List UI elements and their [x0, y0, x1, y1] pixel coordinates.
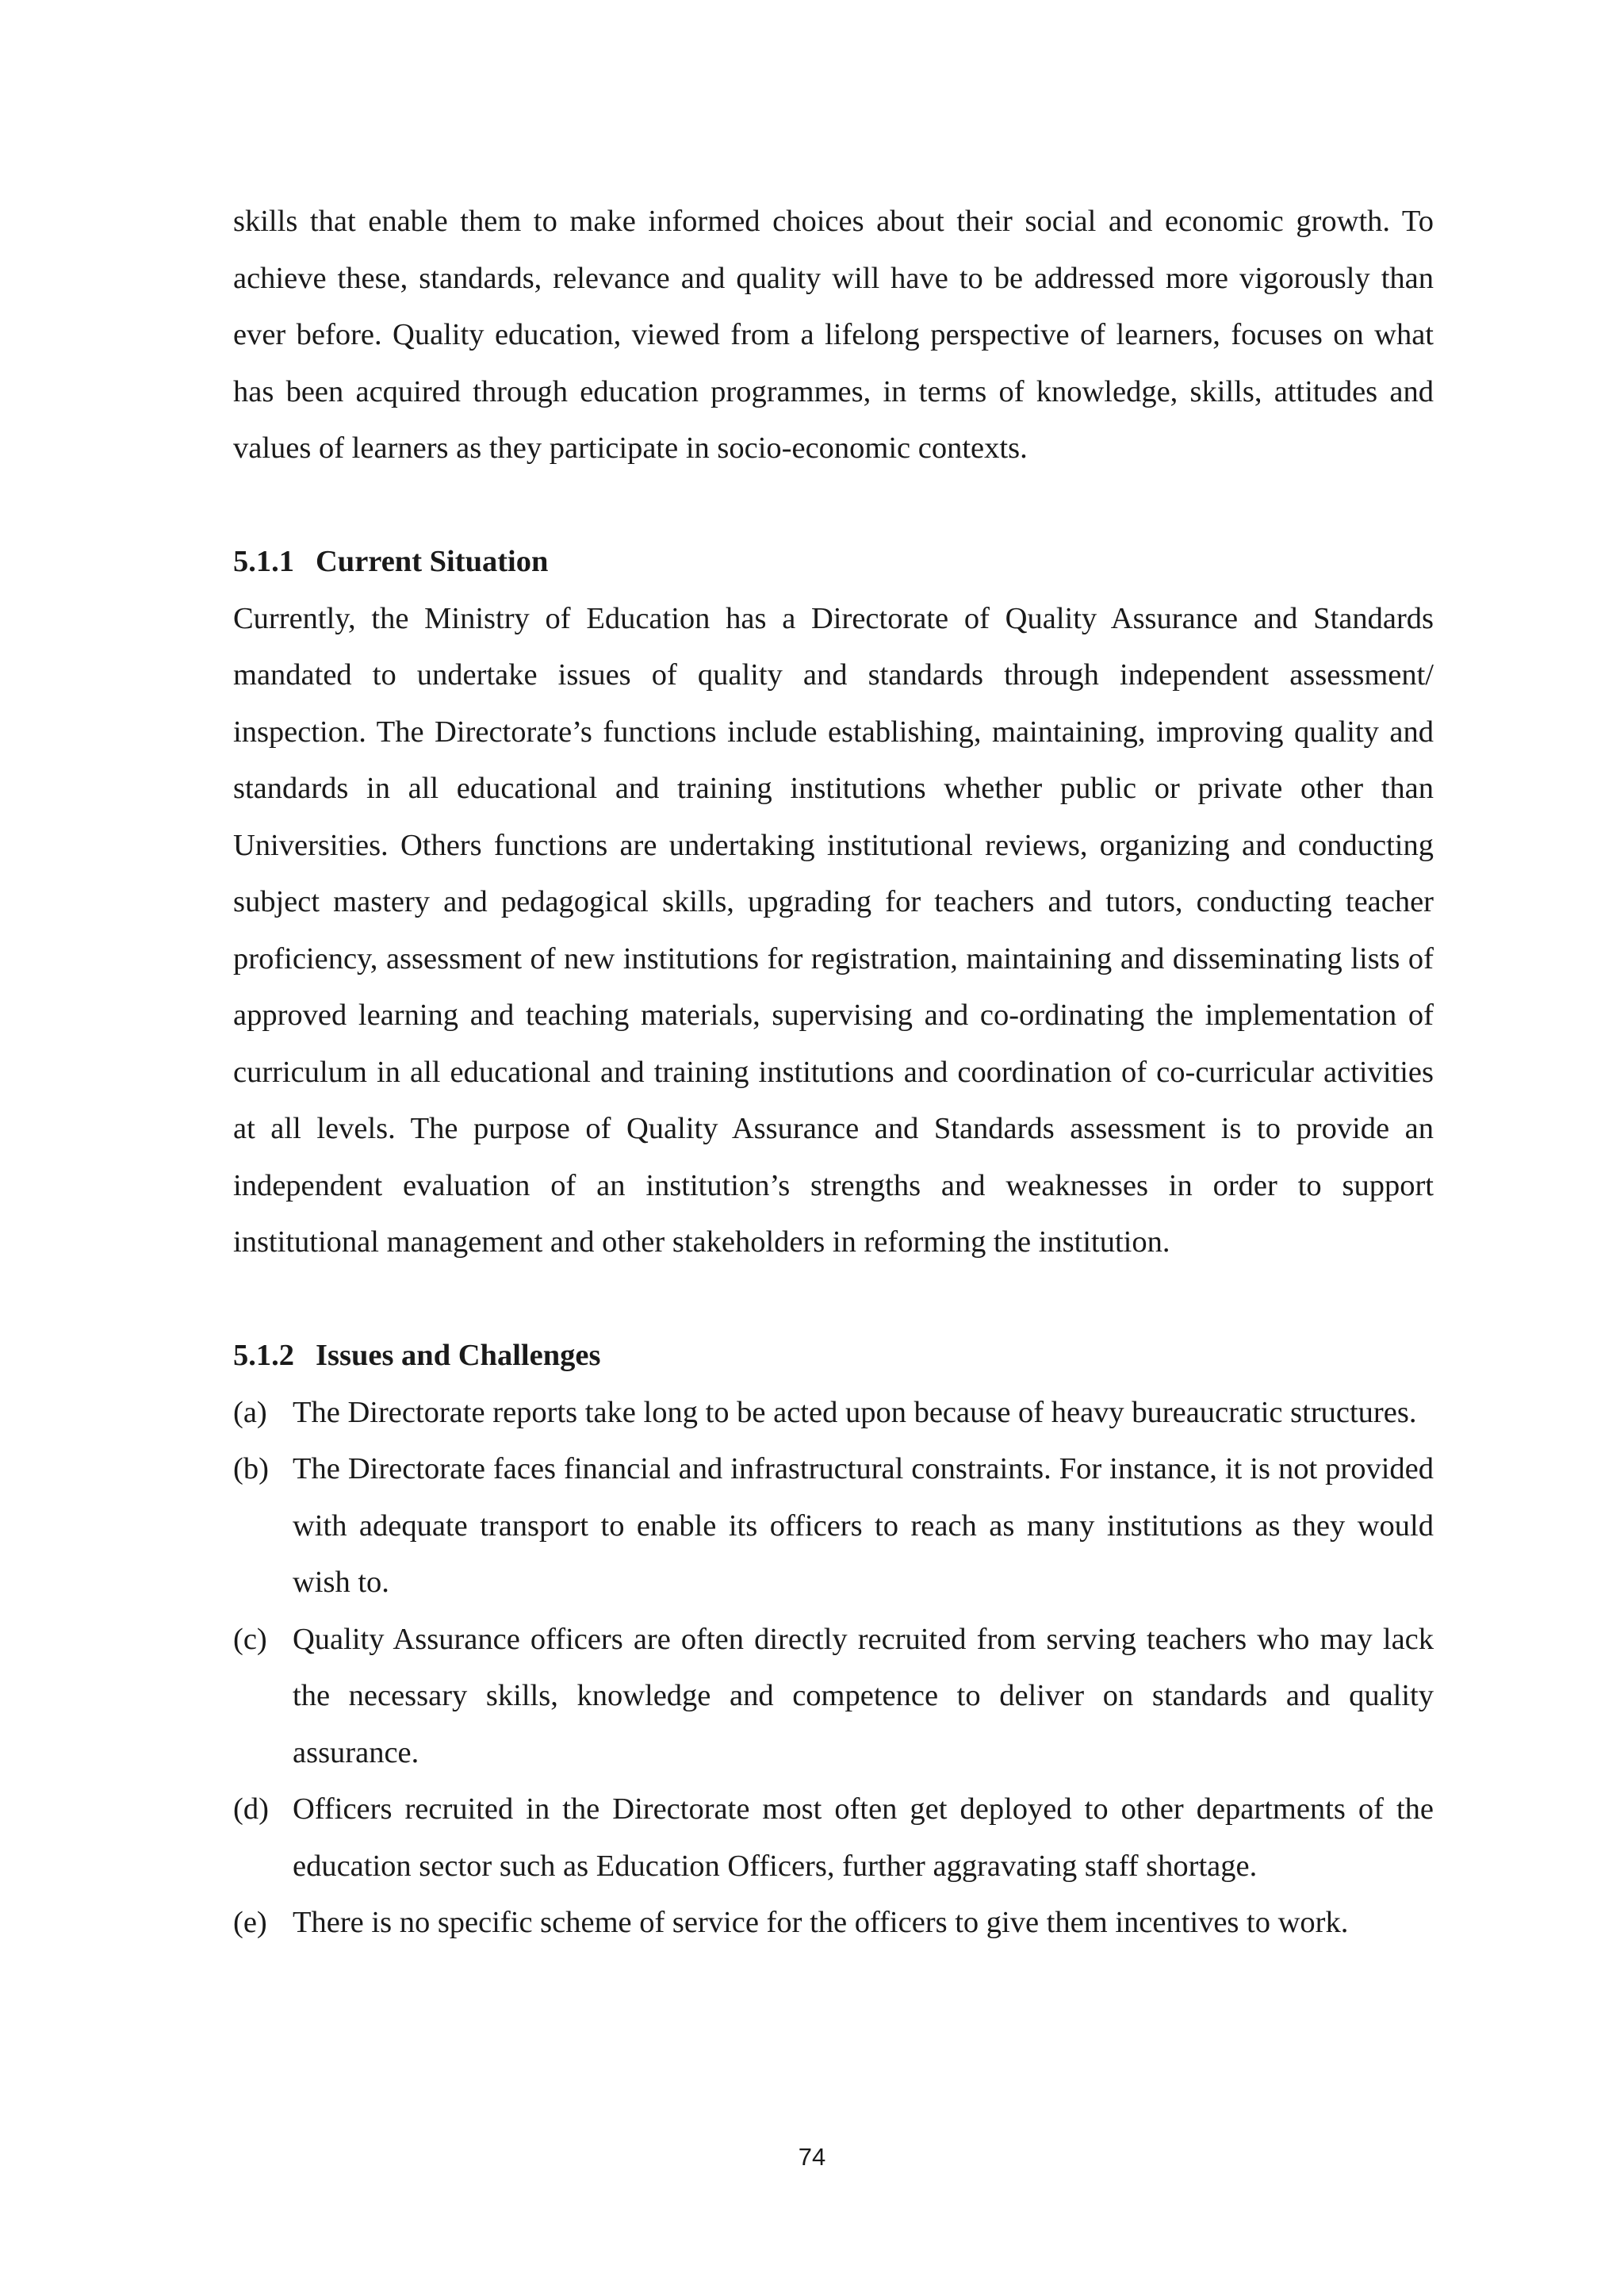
list-item — [233, 1385, 1434, 1442]
list-marker: (e) — [233, 1906, 267, 1939]
intro-paragraph: skills that enable them to make informed choices about their social and economic growth. To achieve these, standards, relevance and quality will have to be addressed more vigorously than ever before. Quality education, viewed from a lifelong perspective of learners, focuses on what has been acquired through education programmes, in terms of knowledge, skills, attitudes and values of learners as they participate in socio-economic contexts. — [233, 205, 1434, 465]
spacer — [233, 1271, 1434, 1328]
current-situation-paragraph: Currently, the Ministry of Education has a Directorate of Quality Assurance and Standards mandated to undertake issues of quality and standards through independent assessment/ inspection. The Directorate’s functions include establishing, maintaining, improving quality and standards in all educational and training institutions whether public or private other than Universities. Others functions are undertaking institutional reviews, organizing and conducting subject mastery and pedagogical skills, upgrading for teachers and tutors, conducting teacher proficiency, assessment of new institutions for registration, maintaining and disseminating lists of approved learning and teaching materials, supervising and co-ordinating the implementation of curriculum in all educational and training institutions and coordination of co-curricular activities at all levels. The purpose of Quality Assurance and Standards assessment is to provide an independent evaluation of an institution’s strengths and weaknesses in order to support institutional management and other stakeholders in reforming the institution. — [233, 601, 1434, 1259]
section-number: 5.1.1 — [233, 545, 294, 578]
section-title: Current Situation — [316, 545, 549, 578]
list-item — [233, 1781, 1434, 1895]
list-item-text: Quality Assurance officers are often directly recruited from serving teachers who may lack the necessary skills, knowledge and competence to deliver on standards and quality assurance. — [293, 1622, 1434, 1769]
issues-list — [233, 1385, 1434, 1952]
section-title: Issues and Challenges — [316, 1339, 601, 1372]
list-marker: (a) — [233, 1395, 267, 1429]
list-item-text: The Directorate reports take long to be acted upon because of heavy bureaucratic structures. — [293, 1395, 1417, 1429]
list-item — [233, 1895, 1434, 1952]
page-number: 74 — [798, 2143, 826, 2171]
spacer — [233, 477, 1434, 535]
section-heading-issues-challenges — [233, 1328, 1434, 1385]
list-item — [233, 1612, 1434, 1782]
list-item-text: Officers recruited in the Directorate most often get deployed to other departments of the education sector such as Education Officers, further aggravating staff shortage. — [293, 1792, 1434, 1883]
list-item — [233, 1441, 1434, 1612]
section-number: 5.1.2 — [233, 1339, 294, 1372]
list-marker: (d) — [233, 1792, 269, 1826]
document-page — [233, 194, 1434, 1952]
section-heading-current-situation — [233, 534, 1434, 591]
list-marker: (c) — [233, 1622, 267, 1656]
list-item-text: There is no specific scheme of service for the officers to give them incentives to work. — [293, 1906, 1349, 1939]
list-marker: (b) — [233, 1452, 269, 1485]
list-item-text: The Directorate faces financial and infrastructural constraints. For instance, it is not provided with adequate transport to enable its officers to reach as many institutions as they would wish to. — [293, 1452, 1434, 1599]
